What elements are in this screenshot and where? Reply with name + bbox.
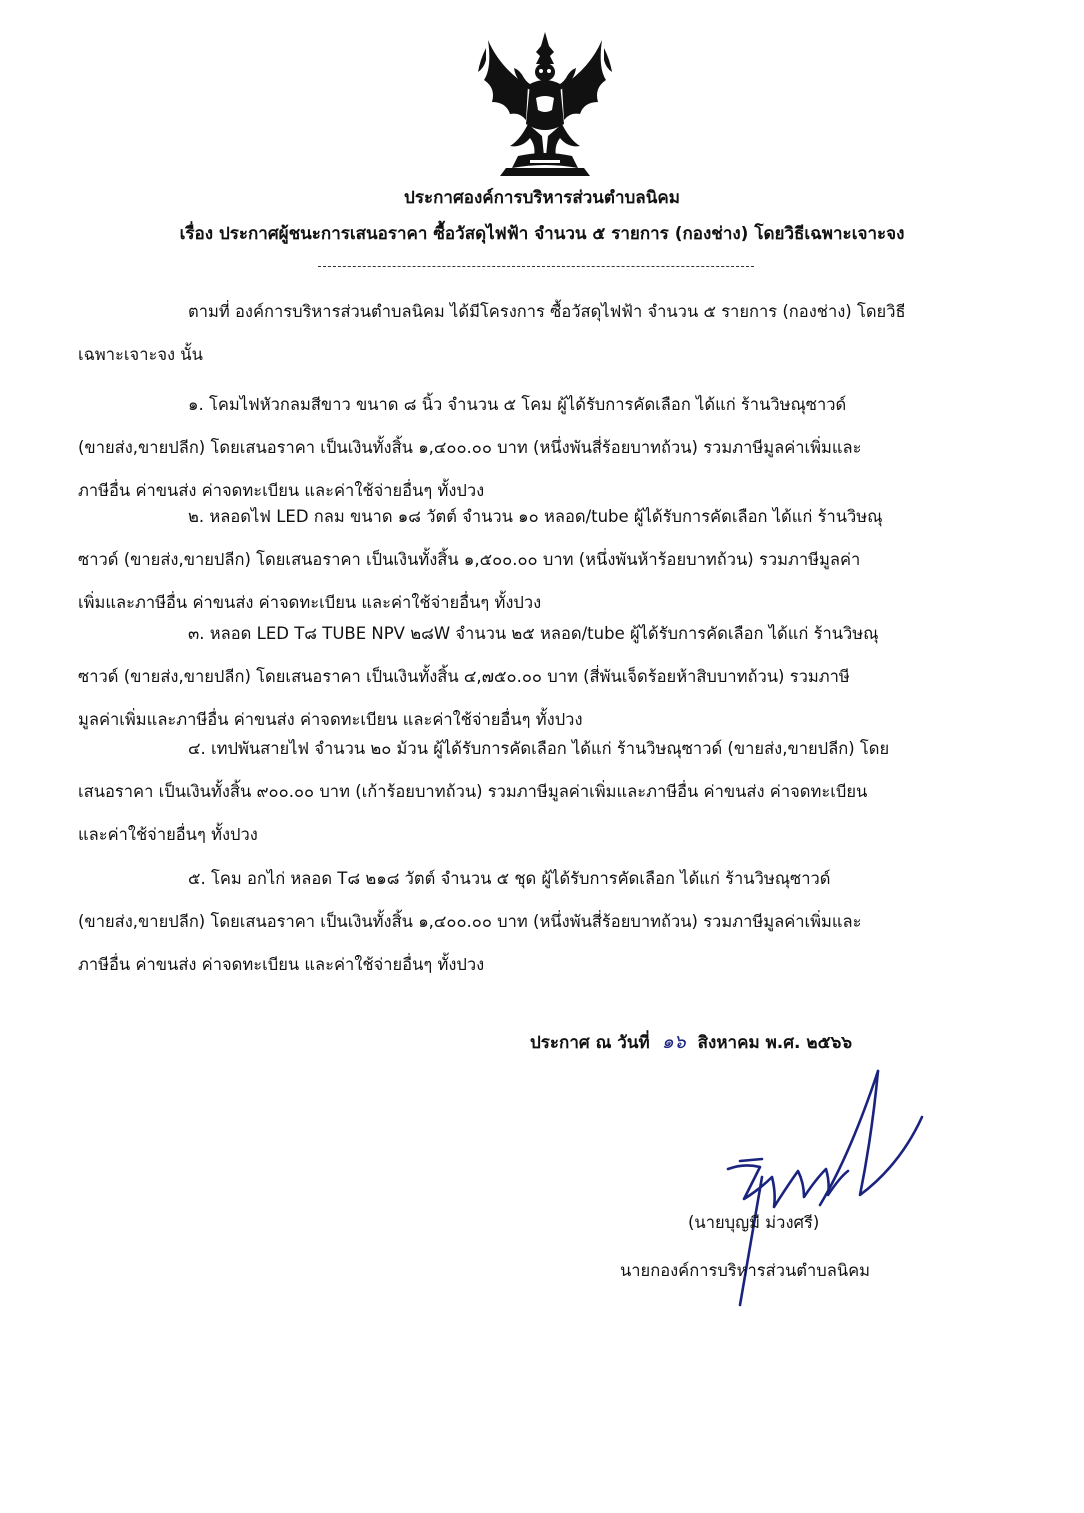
item-5-line-1: ๕. โคม อกไก่ หลอด T๘ ๒๑๘ วัตต์ จำนวน ๕ ชุด ผู้ได้รับการคัดเลือก ได้แก่ ร้านวิษณุซาวด์: [188, 869, 831, 888]
date-day: ๑๖: [661, 1031, 686, 1053]
item-3-line-1: ๓. หลอด LED T๘ TUBE NPV ๒๘W จำนวน ๒๕ หลอด/tube ผู้ได้รับการคัดเลือก ได้แก่ ร้านวิษณุ: [188, 624, 879, 643]
item-paragraph: [78, 857, 978, 986]
signer-name: (นายบุญมี ม่วงศรี): [688, 1213, 820, 1232]
item-paragraph: [78, 383, 978, 512]
announcement-org-title: ประกาศองค์การบริหารส่วนตำบลนิคม: [404, 188, 680, 208]
intro-line-1: ตามที่ องค์การบริหารส่วนตำบลนิคม ได้มีโครงการ ซื้อวัสดุไฟฟ้า จำนวน ๕ รายการ (กองช่าง) โดยวิธี: [188, 302, 906, 321]
intro-paragraph: [78, 290, 978, 376]
announcement-subject: เรื่อง ประกาศผู้ชนะการเสนอราคา ซื้อวัสดุไฟฟ้า จำนวน ๕ รายการ (กองช่าง) โดยวิธีเฉพาะเจาะจง: [179, 224, 905, 244]
date-prefix: ประกาศ ณ วันที่: [530, 1033, 650, 1053]
item-3-line-2: ซาวด์ (ขายส่ง,ขายปลีก) โดยเสนอราคา เป็นเงินทั้งสิ้น ๔,๗๕๐.๐๐ บาท (สี่พันเจ็ดร้อยห้าสิบบาทถ้วน) รวมภาษี: [78, 667, 850, 686]
signer-position: นายกองค์การบริหารส่วนตำบลนิคม: [620, 1261, 871, 1280]
title-divider: [318, 266, 754, 267]
item-2-line-3: เพิ่มและภาษีอื่น ค่าขนส่ง ค่าจดทะเบียน และค่าใช้จ่ายอื่นๆ ทั้งปวง: [78, 593, 542, 612]
item-paragraph: [78, 612, 978, 741]
item-1-line-3: ภาษีอื่น ค่าขนส่ง ค่าจดทะเบียน และค่าใช้จ่ายอื่นๆ ทั้งปวง: [78, 481, 485, 500]
item-2-line-1: ๒. หลอดไฟ LED กลม ขนาด ๑๘ วัตต์ จำนวน ๑๐ หลอด/tube ผู้ได้รับการคัดเลือก ได้แก่ ร้านวิษณุ: [188, 507, 883, 526]
item-4-line-3: และค่าใช้จ่ายอื่นๆ ทั้งปวง: [78, 825, 258, 844]
item-4-line-1: ๔. เทปพันสายไฟ จำนวน ๒๐ ม้วน ผู้ได้รับการคัดเลือก ได้แก่ ร้านวิษณุซาวด์ (ขายส่ง,ขายปลีก) โดย: [188, 739, 890, 758]
item-4-line-2: เสนอราคา เป็นเงินทั้งสิ้น ๙๐๐.๐๐ บาท (เก้าร้อยบาทถ้วน) รวมภาษีมูลค่าเพิ่มและภาษีอื่น ค่าขนส่ง ค่าจดทะเบียน: [78, 782, 868, 801]
item-paragraph: [78, 727, 978, 856]
item-3-line-3: มูลค่าเพิ่มและภาษีอื่น ค่าขนส่ง ค่าจดทะเบียน และค่าใช้จ่ายอื่นๆ ทั้งปวง: [78, 710, 583, 729]
item-5-line-2: (ขายส่ง,ขายปลีก) โดยเสนอราคา เป็นเงินทั้งสิ้น ๑,๔๐๐.๐๐ บาท (หนึ่งพันสี่ร้อยบาทถ้วน) รวมภาษีมูลค่าเพิ่มและ: [78, 912, 862, 931]
intro-line-2: เฉพาะเจาะจง นั้น: [78, 345, 203, 364]
item-5-line-3: ภาษีอื่น ค่าขนส่ง ค่าจดทะเบียน และค่าใช้จ่ายอื่นๆ ทั้งปวง: [78, 955, 485, 974]
item-2-line-2: ซาวด์ (ขายส่ง,ขายปลีก) โดยเสนอราคา เป็นเงินทั้งสิ้น ๑,๕๐๐.๐๐ บาท (หนึ่งพันห้าร้อยบาทถ้วน) รวมภาษีมูลค่า: [78, 550, 861, 569]
date-month-year: สิงหาคม พ.ศ. ๒๕๖๖: [697, 1033, 853, 1053]
item-1-line-2: (ขายส่ง,ขายปลีก) โดยเสนอราคา เป็นเงินทั้งสิ้น ๑,๔๐๐.๐๐ บาท (หนึ่งพันสี่ร้อยบาทถ้วน) รวมภาษีมูลค่าเพิ่มและ: [78, 438, 862, 457]
item-1-line-1: ๑. โคมไฟหัวกลมสีขาว ขนาด ๘ นิ้ว จำนวน ๕ โคม ผู้ได้รับการคัดเลือก ได้แก่ ร้านวิษณุซาวด์: [188, 395, 847, 414]
item-paragraph: [78, 495, 978, 624]
garuda-emblem-icon: [470, 28, 620, 178]
announcement-date: [530, 1027, 852, 1057]
